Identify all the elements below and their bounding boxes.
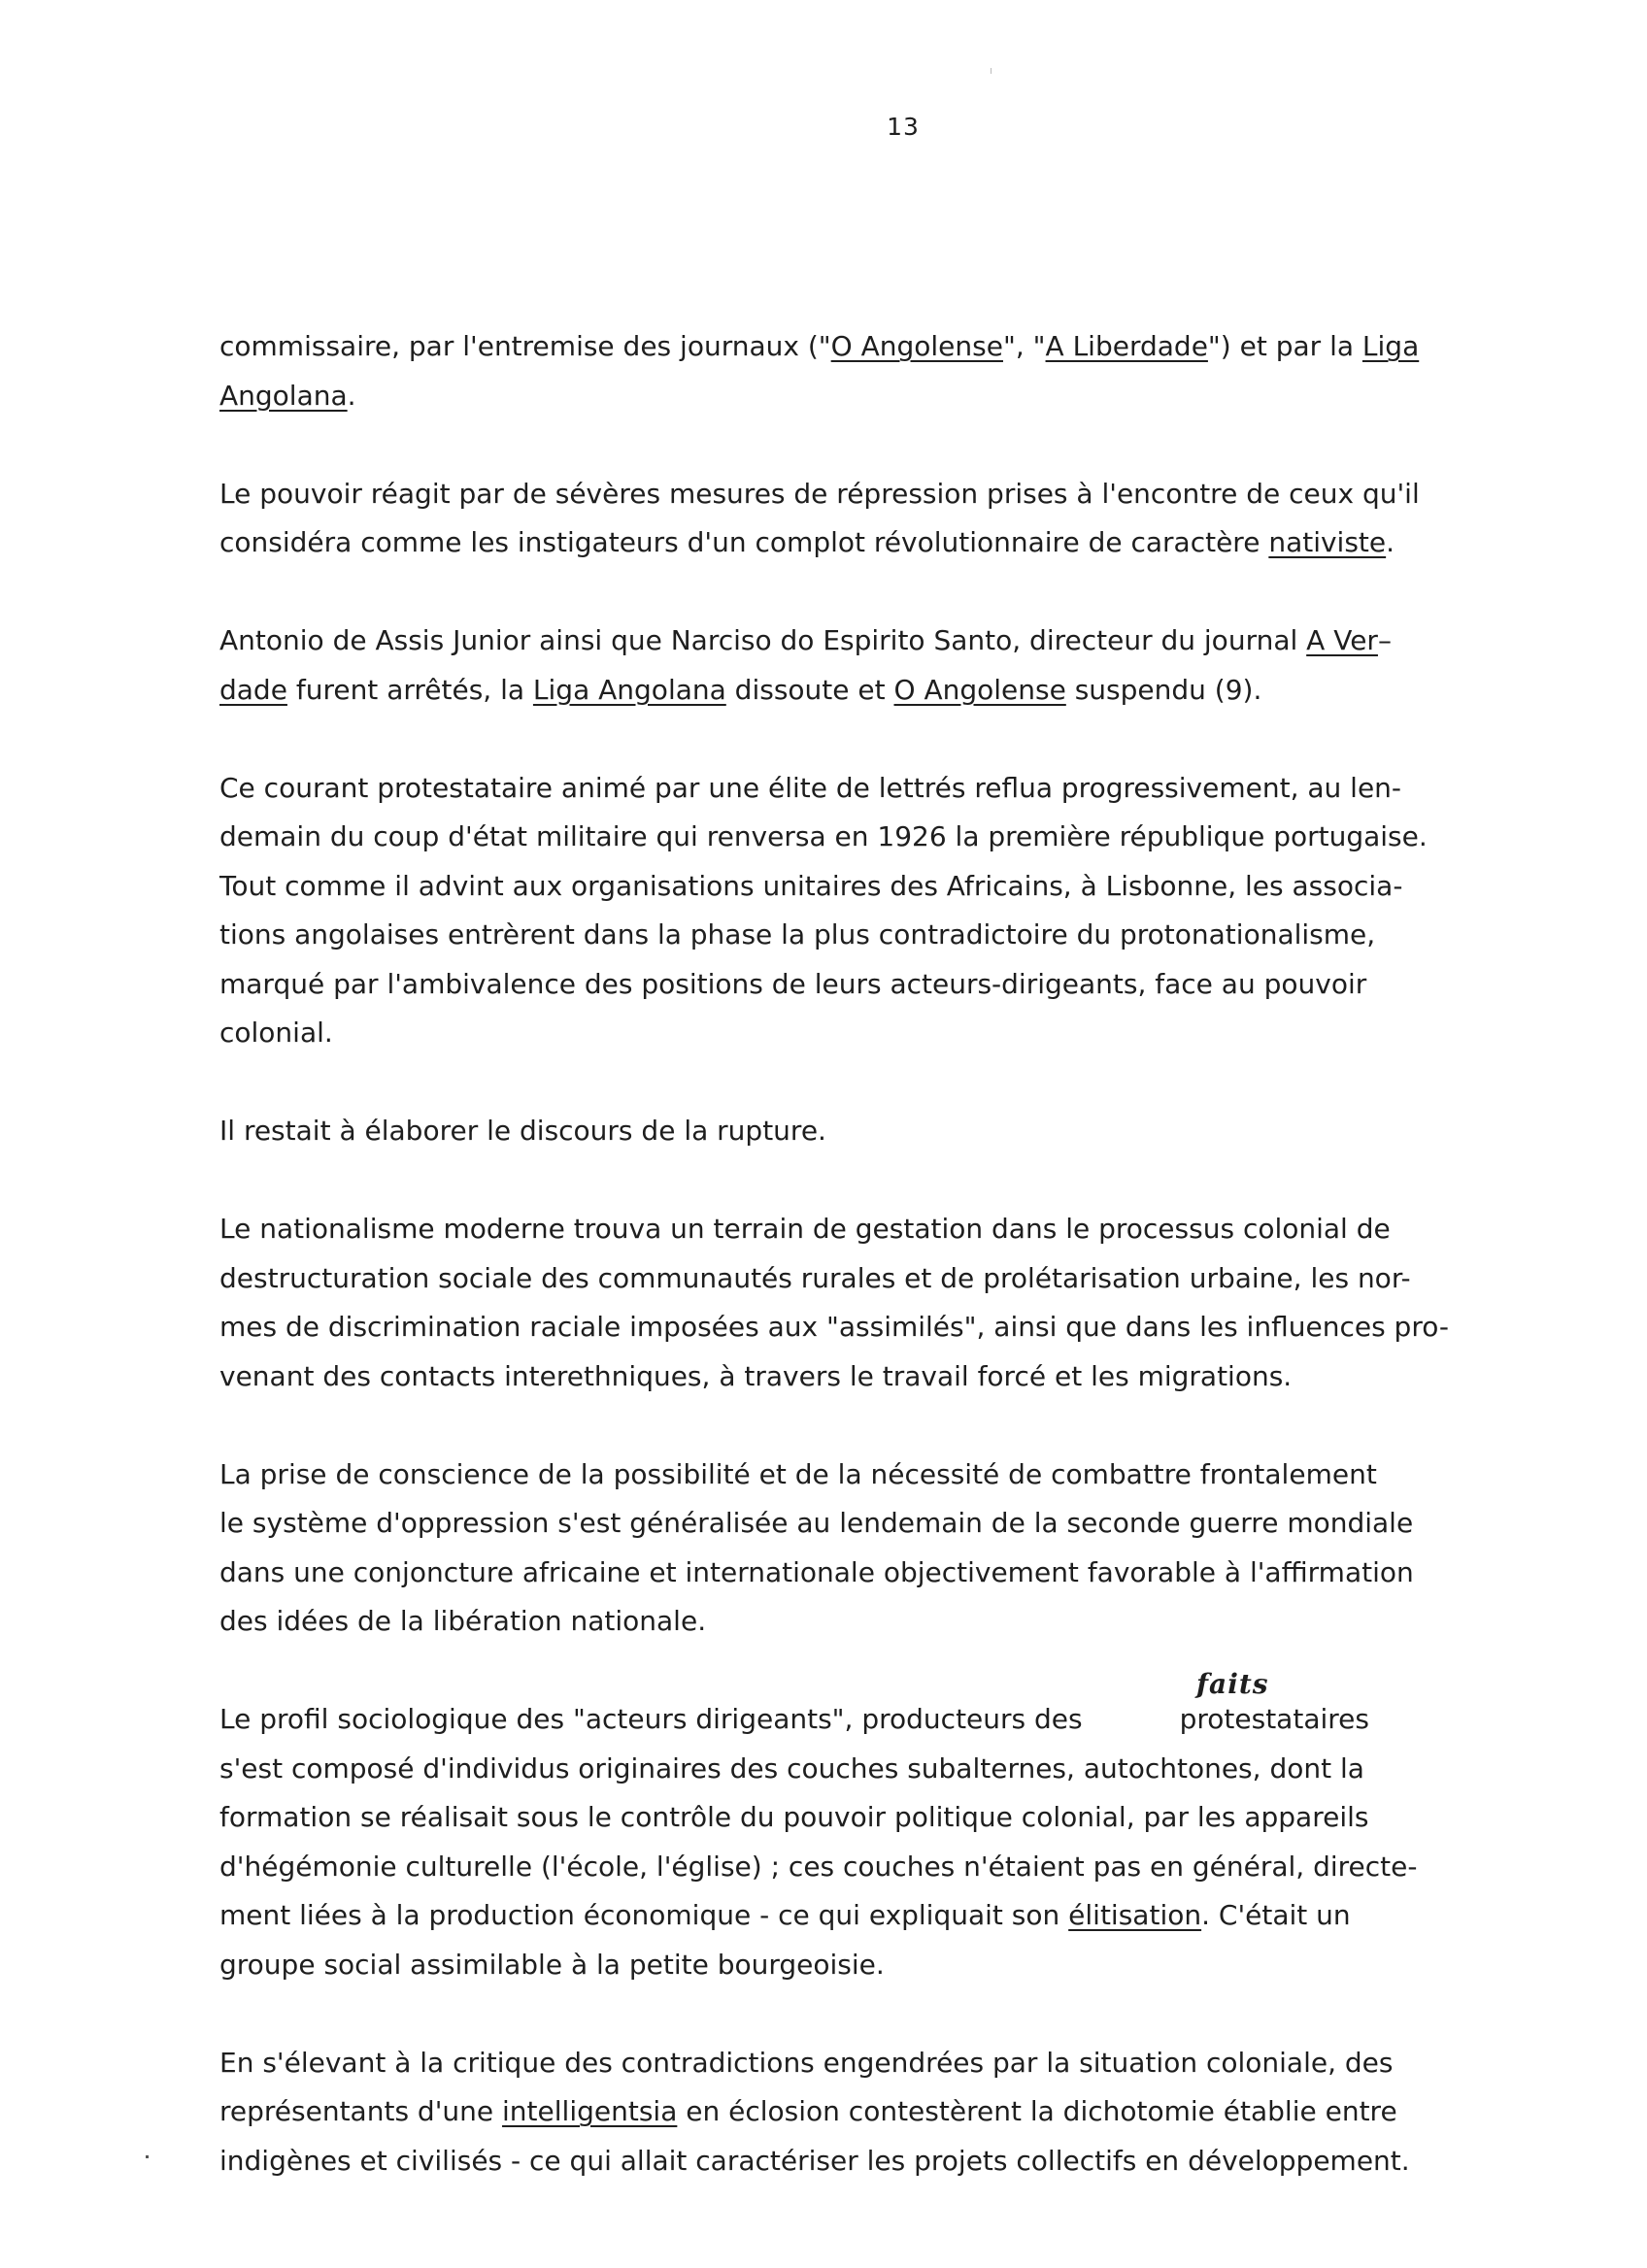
text-fragment: ") et par la bbox=[1207, 330, 1362, 362]
underlined-title: dade bbox=[219, 673, 287, 706]
text-line: venant des contacts interethniques, à travers le travail forcé et les migrations. bbox=[219, 1359, 1293, 1392]
paragraph-9 bbox=[219, 2039, 1569, 2186]
text-line bbox=[219, 666, 1569, 716]
text-line: Tout comme il advint aux organisations unitaires des Africains, à Lisbonne, les associa- bbox=[219, 869, 1403, 902]
text-line: indigènes et civilisés - ce qui allait caractériser les projets collectifs en développement. bbox=[219, 2144, 1410, 2177]
text-line: Il restait à élaborer le discours de la rupture. bbox=[219, 1115, 826, 1147]
text-line bbox=[219, 322, 1569, 372]
text-fragment: protestataires bbox=[1179, 1703, 1369, 1735]
scan-speck bbox=[146, 2155, 149, 2158]
text-line: groupe social assimilable à la petite bourgeoisie. bbox=[219, 1948, 885, 1981]
text-fragment: dissoute et bbox=[725, 673, 894, 706]
text-line: colonial. bbox=[219, 1017, 333, 1049]
text-line: marqué par l'ambivalence des positions de leurs acteurs-dirigeants, face au pouvoir bbox=[219, 967, 1367, 1000]
underlined-title: A Liberdade bbox=[1045, 330, 1208, 362]
paragraph-4 bbox=[219, 764, 1569, 1058]
scan-mark bbox=[991, 68, 992, 74]
text-line: mes de discrimination raciale imposées aux "assimilés", ainsi que dans les influences pro- bbox=[219, 1311, 1449, 1343]
text-fragment: . bbox=[1386, 526, 1395, 558]
paragraph-8 bbox=[219, 1668, 1569, 1989]
document-body bbox=[219, 322, 1569, 2235]
text-line: d'hégémonie culturelle (l'école, l'église) ; ces couches n'étaient pas en général, directe- bbox=[219, 1850, 1418, 1883]
text-line bbox=[219, 1668, 1569, 1745]
text-fragment: . bbox=[347, 379, 356, 412]
text-fragment: en éclosion contestèrent la dichotomie établie entre bbox=[677, 2095, 1397, 2127]
text-fragment: ment liées à la production économique - ce qui expliquait son bbox=[219, 1899, 1069, 1931]
paragraph-7 bbox=[219, 1451, 1569, 1647]
text-line: La prise de conscience de la possibilité et de la nécessité de combattre frontalement bbox=[219, 1457, 1377, 1490]
underlined-title: Angolana bbox=[219, 379, 348, 412]
paragraph-3 bbox=[219, 617, 1569, 715]
text-line: Le nationalisme moderne trouva un terrain de gestation dans le processus colonial de bbox=[219, 1213, 1391, 1245]
paragraph-6 bbox=[219, 1205, 1569, 1401]
paragraph-5 bbox=[219, 1107, 1569, 1156]
underlined-term: élitisation bbox=[1068, 1899, 1202, 1931]
underlined-title: Liga bbox=[1361, 330, 1420, 362]
text-line bbox=[219, 617, 1569, 666]
text-line: le système d'oppression s'est généralisée au lendemain de la seconde guerre mondiale bbox=[219, 1507, 1414, 1539]
paragraph-1 bbox=[219, 322, 1569, 420]
underlined-title: O Angolense bbox=[893, 673, 1066, 706]
text-line: destructuration sociale des communautés rurales et de prolétarisation urbaine, les nor- bbox=[219, 1261, 1411, 1294]
text-fragment: Le profil sociologique des "acteurs dirigeants", producteurs des bbox=[219, 1703, 1083, 1735]
text-fragment: – bbox=[1377, 624, 1392, 656]
underlined-term: intelligentsia bbox=[502, 2095, 678, 2127]
text-line: formation se réalisait sous le contrôle du pouvoir politique colonial, par les appareils bbox=[219, 1801, 1369, 1833]
text-fragment: considéra comme les instigateurs d'un complot révolutionnaire de caractère bbox=[219, 526, 1269, 558]
text-line bbox=[219, 518, 1569, 568]
text-line: des idées de la libération nationale. bbox=[219, 1605, 707, 1637]
text-fragment: Antonio de Assis Junior ainsi que Narciso do Espirito Santo, directeur du journal bbox=[219, 624, 1307, 656]
text-fragment: suspendu (9). bbox=[1065, 673, 1262, 706]
text-fragment: commissaire, par l'entremise des journaux (" bbox=[219, 330, 831, 362]
text-line: dans une conjoncture africaine et internationale objectivement favorable à l'affirmation bbox=[219, 1555, 1414, 1588]
text-line bbox=[219, 1891, 1569, 1941]
underlined-term: nativiste bbox=[1268, 526, 1387, 558]
text-line: tions angolaises entrèrent dans la phase la plus contradictoire du protonationalisme, bbox=[219, 918, 1376, 951]
paragraph-2 bbox=[219, 470, 1569, 568]
text-fragment: ", " bbox=[1002, 330, 1046, 362]
text-line bbox=[219, 372, 1569, 421]
text-line bbox=[219, 2087, 1569, 2137]
underlined-title: A Ver bbox=[1306, 624, 1378, 656]
text-line: demain du coup d'état militaire qui renversa en 1926 la première république portugaise. bbox=[219, 820, 1428, 852]
page-number: 13 bbox=[887, 113, 920, 141]
text-fragment: représentants d'une bbox=[219, 2095, 503, 2127]
text-line: En s'élevant à la critique des contradictions engendrées par la situation coloniale, des bbox=[219, 2046, 1394, 2079]
text-line: Le pouvoir réagit par de sévères mesures de répression prises à l'encontre de ceux qu'il bbox=[219, 477, 1420, 510]
handwritten-annotation: faits bbox=[1196, 1668, 1269, 1700]
text-fragment: . C'était un bbox=[1201, 1899, 1351, 1931]
text-line: s'est composé d'individus originaires des couches subalternes, autochtones, dont la bbox=[219, 1751, 1364, 1784]
underlined-title: O Angolense bbox=[830, 330, 1003, 362]
text-fragment: furent arrêtés, la bbox=[286, 673, 533, 706]
underlined-title: Liga Angolana bbox=[532, 673, 726, 706]
text-line: Ce courant protestataire animé par une élite de lettrés reflua progressivement, au len- bbox=[219, 771, 1402, 804]
